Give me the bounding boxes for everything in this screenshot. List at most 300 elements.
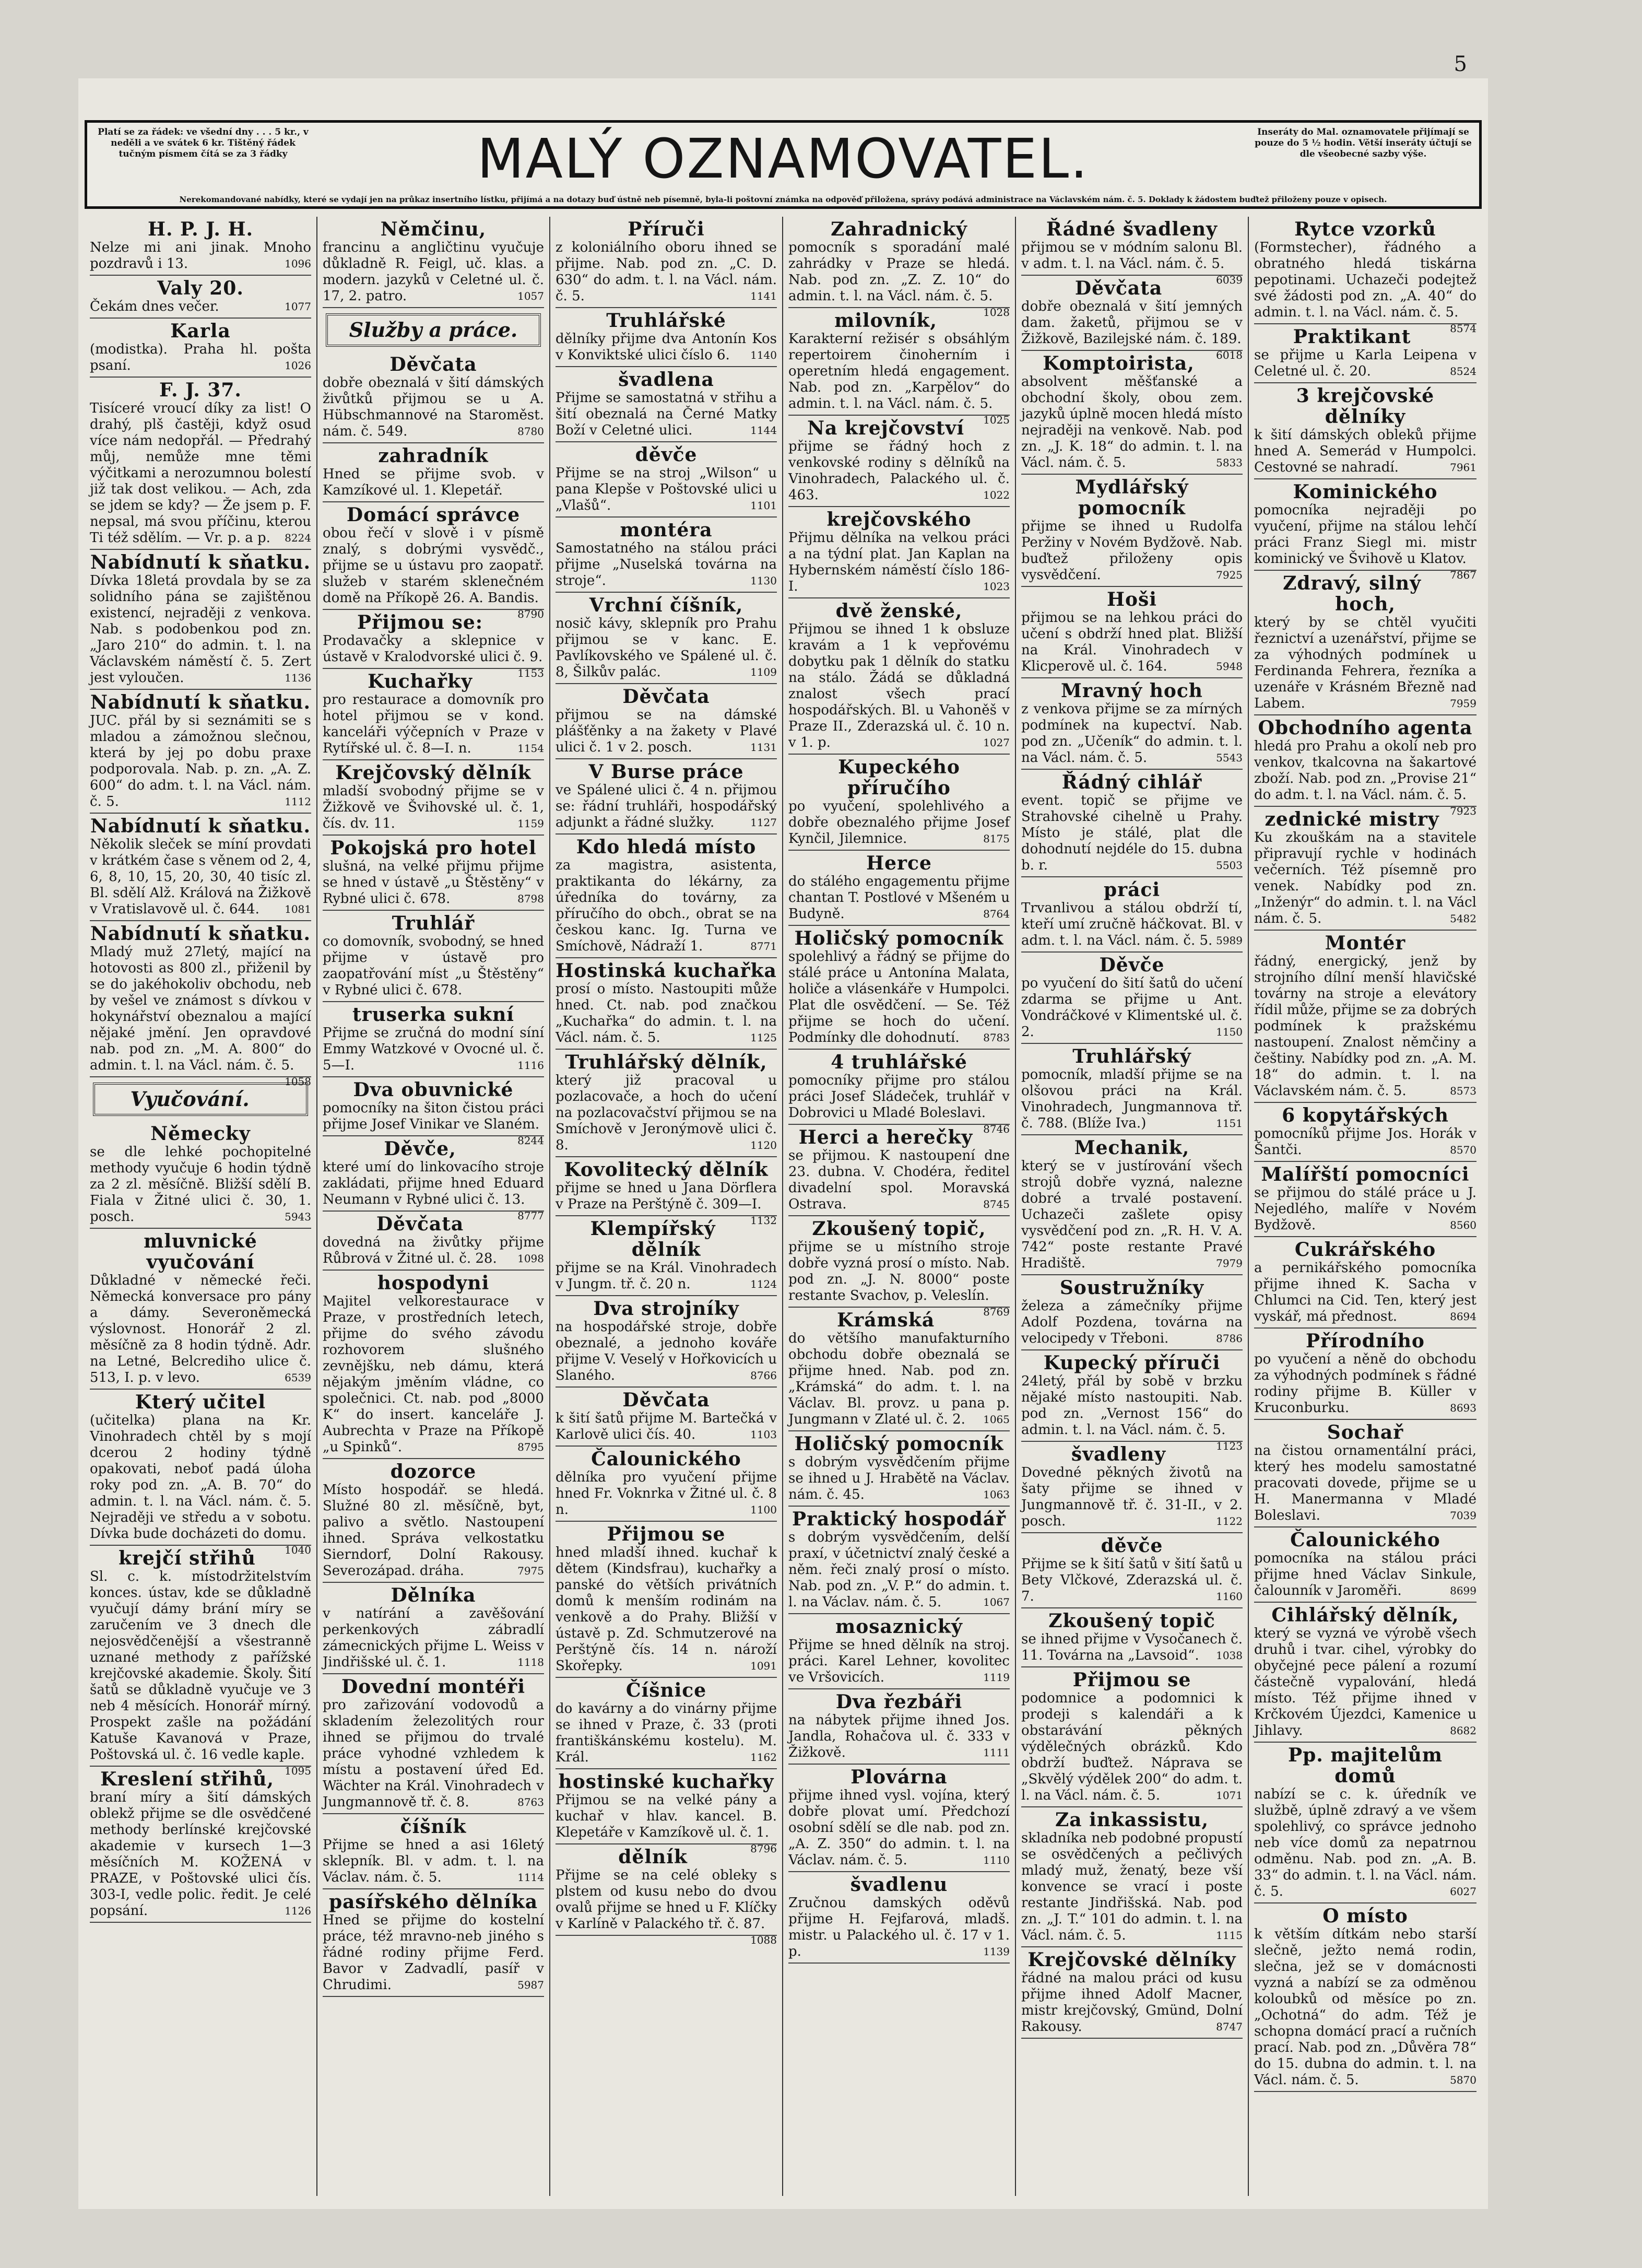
ad-text: slušná, na velké přijmu přijme se hned v ústavě „u Štěstěny“ v Rybné ulici č. 678. 8798 [323, 859, 544, 907]
ad-text: dovedná na živůtky přijme Růbrová v Žitné ul. č. 28. 1098 [323, 1235, 544, 1266]
ad-number: 1112 [285, 795, 311, 808]
ad-heading: truserka sukní [352, 1004, 514, 1026]
classified-ad [1021, 1135, 1243, 1275]
column-3 [550, 217, 783, 2196]
ad-text: mladší svobodný přijme se v Žižkově ve Švihovské ul. č. 1, čís. dv. 11. 1159 [323, 783, 544, 831]
ad-heading: Truhlářské [606, 310, 726, 332]
ad-text: železa a zámečníky přijme Adolf Pozdena, továrna na velocipedy v Třeboni. 8786 [1021, 1298, 1243, 1346]
classified-ad [788, 755, 1010, 851]
ad-heading: švadlenu [850, 1874, 948, 1896]
classified-ad [788, 1872, 1010, 1964]
classified-ad [1254, 1329, 1476, 1420]
ad-text: přijme ihned vysl. vojína, který dobře plovat umí. Předchozí osobní sdělí se dle nab. pod zn. „A. Z. 350“ do admin. t. l. na Václav. nám. č. 5. 1110 [788, 1788, 1010, 1868]
classified-ad [556, 1844, 777, 1946]
ad-text: nabízí se c. k. úředník ve službě, úplně zdravý a ve všem spolehlivý, co správce jednoho neb více domů za nepatrnou odměnu. Nab. pod zn. „A. B. 33“ do admin. t. l. na Václ. nám. č. 5. 6027 [1254, 1787, 1476, 1899]
ad-heading: Zkoušený topič [1048, 1610, 1215, 1632]
classified-ad [323, 502, 544, 620]
ad-heading: Rytce vzorků [1294, 218, 1436, 240]
ad-text: pomocník s sporadání malé zahrádky v Praze se hledá. Nab. pod zn. „Z. Z. 10“ do admin. t. l. na Václ. nám. č. 5. 1028 [788, 240, 1010, 304]
ad-heading: Kuchařky [368, 671, 472, 692]
classified-ad [1021, 276, 1243, 361]
ad-text: v natírání a zavěšování perkenkových zábradlí zámecnických přijme L. Weiss v Jindřišské ul. č. 1. 1118 [323, 1606, 544, 1670]
classified-ad [1254, 1162, 1476, 1237]
ad-heading: Pp. majitelům domů [1288, 1744, 1443, 1787]
ad-text: prosí o místo. Nastoupiti může hned. Ct. nab. pod značkou „Kuchařka“ do admin. t. l. na Václ. nám. č. 5. 1125 [556, 981, 777, 1045]
classified-ad [556, 1388, 777, 1447]
ad-text: přijmou se v módním salonu Bl. v adm. t. l. na Václ. nám. č. 5. 6039 [1021, 240, 1243, 272]
classified-ad [556, 759, 777, 835]
ad-text: za magistra, asistenta, praktikanta do lékárny, za úředníka do továrny, za příručího do obch., obrat se na českou kanc. Ig. Turna ve Smíchově, Nádraží 1. 8771 [556, 857, 777, 954]
ad-number: 5870 [1450, 2074, 1476, 2086]
classified-ad [556, 835, 777, 958]
classified-ad [90, 378, 311, 550]
classified-ad [788, 851, 1010, 926]
ad-number: 1136 [285, 672, 311, 684]
classified-ad [788, 217, 1010, 319]
ad-heading: krejčí střihů [119, 1547, 256, 1569]
ad-text: dělníky přijme dva Antonín Kos v Konviktské ulici číslo 6. 1140 [556, 331, 777, 363]
ad-heading: Dva strojníky [593, 1298, 739, 1320]
ad-heading: Číšnice [625, 1679, 707, 1701]
ad-text: s dobrým vysvědčením, delší praxí, v účetnictví znalý české a něm. řeči znalý prosí o místo. Nab. pod zn. „V. P.“ do admin. t. l. na Václav. nám. č. 5. 1067 [788, 1530, 1010, 1610]
classified-ad [323, 610, 544, 679]
ad-heading: hostinské kuchařky [558, 1771, 774, 1793]
ad-number: 1027 [983, 736, 1010, 749]
ad-number: 8175 [983, 832, 1010, 845]
classified-ad [1254, 1903, 1476, 2092]
ad-number: 1025 [983, 414, 1010, 426]
ad-text: do většího manufakturního obchodu dobře obeznalá se přijme hned. Nab. pod zn. „Krámská“ do adm. t. l. na Václav. Bl. provz. u pana p. Jungmann v Zlaté ul. č. 2. 1065 [788, 1331, 1010, 1427]
classified-ad [1254, 1527, 1476, 1603]
ad-number: 8796 [750, 1842, 777, 1855]
ad-number: 1065 [983, 1413, 1010, 1426]
ad-heading: Domácí správce [346, 504, 521, 526]
ad-text: Trvanlivou a stálou obdrží tí, kteří umí zručně háčkovat. Bl. v adm. t. l. na Václ. nám. č. 5. 5989 [1021, 900, 1243, 948]
classified-ad [788, 1507, 1010, 1614]
ad-number: 1091 [750, 1660, 777, 1672]
ad-heading: Za inkassistu, [1055, 1809, 1209, 1831]
classified-ad [788, 598, 1010, 755]
ad-text: pro restaurace a domovník pro hotel přijmou se v kond. kanceláři výčepních v Praze v Rytířské ul. č. 8—I. n. 1154 [323, 692, 544, 756]
classified-ad [788, 926, 1010, 1050]
ad-heading: zednické mistry [1265, 808, 1439, 830]
classified-ad [556, 1678, 777, 1769]
ad-number: 1116 [517, 1059, 544, 1072]
ad-heading: Soustružníky [1059, 1277, 1204, 1299]
classified-ad [323, 1674, 544, 1814]
ad-text: Přijme se zručná do modní síní Emmy Watzkové v Ovocné ul. č. 5—I. 1116 [323, 1025, 544, 1073]
ad-number: 8560 [1450, 1219, 1476, 1231]
classified-ad [556, 1296, 777, 1388]
ad-heading: dozorce [390, 1461, 477, 1483]
ad-text: do stálého engagementu přijme chantan T. Postlové v Mšeném u Budyně. 8764 [788, 874, 1010, 922]
ad-heading: Holičský pomocník [794, 927, 1004, 949]
ad-text: Samostatného na stálou práci přijme „Nuselská továrna na stroje“. 1130 [556, 540, 777, 589]
ad-text: pomocník, mladší přijme se na olšovou práci na Král. Vinohradech, Jungmannova tř. č. 788. (Blíže Iva.) 1151 [1021, 1067, 1243, 1131]
ad-number: 1125 [750, 1031, 777, 1044]
ad-text: přijmou se na lehkou práci do učení s obdrží hned plat. Bližší na Král. Vinohradech v Klicperově ul. č. 164. 5948 [1021, 610, 1243, 674]
classified-ad [90, 1390, 311, 1556]
classified-ad [90, 1767, 311, 1923]
ad-number: 5948 [1216, 660, 1243, 673]
ad-text: Sl. c. k. místodržitelstvím konces. ústav, kde se důkladně vyučují dámy brání míry se zaručením ve 3 dnech dle nejosvědčenější a všestranně uznané methody z pařížské krejčovské akademie. Školy. Šití šatů se důkladně vyučuje ve 3 neb 4 měsících. Honorář mírný. Prospekt zašle na požádání Katuše Kavanová v Praze, Poštovská ul. č. 16 vedle kaple. 1095 [90, 1569, 311, 1763]
ad-text: event. topič se přijme ve Strahovské cihelně u Prahy. Místo je stálé, plat dle dohodnutí nejdéle do 15. dubna b. r. 5503 [1021, 793, 1243, 873]
ad-heading: Pokojská pro hotel [330, 837, 537, 859]
classified-ad [788, 1431, 1010, 1507]
classified-ad [1021, 1533, 1243, 1608]
ad-number: 1150 [1216, 1026, 1243, 1038]
ad-text: který se vyzná ve výrobě všech druhů i tvar. cihel, výrobky do obyčejné pece pálení a rozumí částečně vypalování, hledá místo. Též přijme ihned v Krčkovém Újezdci, Kamenice u Jihlavy. 8682 [1254, 1626, 1476, 1738]
ad-text: Karakterní režisér s obsáhlým repertoirem činoherním i operetním hledá engagement. Nab. pod zn. „Karpělov“ do admin. t. l. na Václ. nám. č. 5. 1025 [788, 331, 1010, 412]
ad-heading: Krejčovský dělník [335, 762, 531, 784]
newspaper-page [78, 52, 1488, 2209]
ad-heading: Který učitel [135, 1391, 266, 1413]
classified-ad [323, 1002, 544, 1077]
ad-text: co domovník, svobodný, se hned přijme v ústavě pro zaopatřování míst „u Štěstěny“ v Rybné ulici č. 678. [323, 934, 544, 998]
header-box [85, 120, 1482, 209]
ad-number: 6027 [1450, 1885, 1476, 1898]
ad-number: 8694 [1450, 1310, 1476, 1323]
ad-number: 8771 [750, 940, 777, 953]
ad-text: Majitel velkorestaurace v Praze, v prostředních letech, přijme do svého závodu rozhovorem slušného zevnějšku, neb dámu, která nějakým jměním vládne, co společnici. Ct. nab. pod „8000 K“ do insert. kanceláře J. Aubrechta v Praze na Příkopě „u Spinků“. 8795 [323, 1294, 544, 1455]
ad-text: přijmou se na dámské plášťěnky a na žakety v Plavé ulici č. 1 v 2. posch. 1131 [556, 707, 777, 755]
column-1 [85, 217, 317, 2196]
classified-ad [1254, 571, 1476, 715]
ad-number: 8790 [517, 608, 544, 620]
ad-text: Několik sleček se míní provdati v krátkém čase s věnem od 2, 4, 6, 8, 10, 15, 20, 30, 40 tisíc zl. Bl. sdělí Alž. Králová na Žižkově v Vratislavově ul. č. 644. 1081 [90, 837, 311, 917]
ad-heading: Truhlářský [1072, 1045, 1191, 1067]
page-number: 5 [1454, 52, 1467, 76]
ad-number: 1159 [517, 817, 544, 830]
ad-heading: zahradník [378, 445, 489, 467]
ad-number: 1038 [1216, 1649, 1243, 1662]
ad-number: 7975 [517, 1565, 544, 1577]
ad-number: 1123 [1216, 1440, 1243, 1452]
ad-text: přijme se u místního stroje dobře vyzná prosí o místo. Nab. pod zn. „J. N. 8000“ poste restante Svachov, p. Veleslín. 8769 [788, 1239, 1010, 1304]
ad-number: 8682 [1450, 1724, 1476, 1737]
ad-number: 7925 [1216, 569, 1243, 581]
ad-heading: děvče [635, 444, 698, 466]
classified-ad [323, 1889, 544, 1997]
ad-number: 1119 [983, 1671, 1010, 1684]
ad-text: Hned se přijme do kostelní práce, též mravno-neb jiného s řádné rodiny přijme Ferd. Bavor v Zadvadlí, pasíř v Chrudimi. 5987 [323, 1912, 544, 1993]
ad-heading: Děvče [1099, 954, 1165, 976]
ad-number: 1071 [1216, 1789, 1243, 1802]
ad-heading: Praktikant [1293, 326, 1411, 348]
ad-text: které umí do linkovacího stroje zakládati, přijme hned Eduard Neumann v Rybné ulici č. 13. 8777 [323, 1159, 544, 1208]
column-2 [317, 217, 550, 2196]
ad-number: 5943 [285, 1211, 311, 1223]
ad-number: 1144 [750, 424, 777, 437]
classified-ad [90, 550, 311, 690]
classified-ad [323, 1271, 544, 1459]
classified-ad [1021, 770, 1243, 877]
ad-text: Dovedné pěkných životů na šaty přijme se ihned v Jungmannově tř. č. 31-II., v 2. posch. 1122 [1021, 1465, 1243, 1529]
ad-number: 1058 [285, 1075, 311, 1088]
ad-text: který již pracoval u pozlacovače, a hoch do učení na pozlacovačství přijmou se na Smíchově v Jeronýmově ulici č. 8. 1120 [556, 1073, 777, 1153]
classified-ad [90, 1121, 311, 1229]
classified-ad [1254, 715, 1476, 817]
classified-ad [1021, 217, 1243, 286]
ad-number: 8747 [1216, 2020, 1243, 2033]
classified-ad [788, 1216, 1010, 1318]
classified-ad [323, 1212, 544, 1271]
ad-number: 1028 [983, 306, 1010, 319]
ad-heading: Na krejčovství [807, 417, 965, 439]
ad-text: braní míry a šití dámských oblekž přijme se dle osvědčené methody berlínské krejčovské akademie v kursech 1—3 měsíčních M. KOŽENÁ v PRAZE, v Poštovské ulici čís. 303-I, vedle polic. ředit. Je celé popsání. 1126 [90, 1790, 311, 1919]
ad-text: hned mladší ihned. kuchař k dětem (Kindsfrau), kuchařky a panské do větších privátních domů k menším rodinám na venkově a do Prahy. Bližší v ústavě p. Zd. Schmutzerové na Perštýně čís. 14 n. nároží Skořepky. 1091 [556, 1545, 777, 1674]
ad-heading: Cihlářský dělník, [1271, 1604, 1459, 1626]
ad-number: 6039 [1216, 274, 1243, 286]
ad-text: do kavárny a do vinárny přijme se ihned v Praze, č. 33 (proti františkánskému kostelu). M. Král. 1162 [556, 1701, 777, 1765]
classified-ad [556, 1522, 777, 1678]
ad-heading: Děvče, [384, 1138, 456, 1160]
classified-ad [1254, 1103, 1476, 1162]
ad-number: 8798 [517, 892, 544, 905]
ad-text: na hospodářské stroje, dobře obeznalé, a jednoho kováře přijme V. Veselý v Hořkovicích u Slaného. 8766 [556, 1319, 777, 1383]
ad-number: 8693 [1450, 1402, 1476, 1414]
ad-heading: Nabídnutí k sňatku. [90, 815, 311, 837]
column-5 [1016, 217, 1249, 2196]
classified-ad [556, 367, 777, 442]
ad-text: Přijme se na celé obleky s plstem od kusu nebo do dvou ovalů přijme se hned u F. Klíčky v Karlíně v Palackého tř. č. 87. 1088 [556, 1867, 777, 1932]
classified-ad [1021, 1350, 1243, 1452]
ad-number: 8786 [1216, 1332, 1243, 1345]
ad-heading: Zdravý, silný hoch, [1283, 572, 1421, 615]
ad-heading: Kdo hledá místo [576, 836, 757, 858]
ad-number: 1126 [285, 1905, 311, 1917]
ad-number: 1088 [750, 1934, 777, 1946]
ad-heading: mosaznický [835, 1616, 963, 1638]
ad-heading: Přijmou se [607, 1523, 726, 1545]
ad-text: po vyučení a něně do obchodu za výhodných podmínek s řádné rodiny přijme B. Küller v Kruconburku. 8693 [1254, 1352, 1476, 1416]
ad-number: 1095 [285, 1765, 311, 1777]
ad-heading: mluvnické vyučování [144, 1230, 257, 1273]
ad-heading: H. P. J. H. [147, 218, 254, 240]
ad-number: 1151 [1216, 1117, 1243, 1130]
classified-ad [1021, 1275, 1243, 1350]
classified-ad [1254, 1420, 1476, 1527]
ad-heading: švadleny [1071, 1443, 1166, 1465]
ad-text: který se v justírování všech strojů dobře vyzná, nalezne dobré a trvalé postavení. Uchazeči zašlete opisy vysvědčení pod zn. „R. H. V. A. 742“ poste restante Pravé Hradiště. 7979 [1021, 1158, 1243, 1271]
classified-ad [788, 507, 1010, 598]
ad-number: 1130 [750, 574, 777, 587]
ad-heading: Děvčata [389, 354, 477, 375]
ad-text: přijme se řádný hoch z venkovské rodiny s dělníků na Vinohradech, Palackého ul. č. 463. 1022 [788, 439, 1010, 503]
ad-heading: Praktický hospodář [792, 1508, 1007, 1530]
ad-text: Přijme se hned dělník na stroj. práci. Karel Lehner, kovolitec ve Vršovicích. 1119 [788, 1637, 1010, 1685]
classified-ad [90, 921, 311, 1088]
ad-text: skladníka neb podobné propustí se osvědčených a pečlivých mladý muž, ženatý, beze vší konvence se vrací i poste restante Jindřišská. Nab. pod zn. „J. T.“ 101 do admin. t. l. na Václ. nám. č. 5. 1115 [1021, 1830, 1243, 1943]
classified-ad [788, 416, 1010, 507]
ad-number: 5503 [1216, 859, 1243, 872]
ad-text: spolehlivý a řádný se přijme do stálé práce u Antonína Malata, holiče a vlásenkáře v Humpolci. Plat dle osvědčení. — Se. Též přijme se hoch do učení. Podmínky dle dohodnutí. 8783 [788, 949, 1010, 1045]
ad-number: 5543 [1216, 751, 1243, 764]
ad-heading: Řádný cihlář [1061, 771, 1202, 793]
ad-text: k šití šatů přijme M. Bartečká v Karlově ulici čís. 40. 1103 [556, 1411, 777, 1442]
ad-number: 1124 [750, 1278, 777, 1290]
classified-ad [323, 836, 544, 911]
classified-ad [1021, 1667, 1243, 1807]
ad-number: 5987 [517, 1979, 544, 1991]
ad-number: 1140 [750, 349, 777, 361]
ad-text: podomnice a podomnici k prodeji s kalendáři a k obstarávání pěkných výdělečných obrázků. Kdo obdrží buďtež. Náprava se „Skvělý výdělek 200“ do adm. t. l. na Václ. nám. č. 5. 1071 [1021, 1690, 1243, 1803]
ad-heading: Hoši [1107, 589, 1157, 610]
ad-heading: Sochař [1327, 1421, 1404, 1443]
ad-number: 5989 [1216, 934, 1243, 947]
ad-heading: Hostinská kuchařka [556, 960, 777, 982]
ad-number: 8777 [517, 1209, 544, 1222]
ad-heading: Vrchní číšník, [589, 594, 743, 616]
ad-number: 8244 [517, 1134, 544, 1147]
ad-heading: Mydlářský pomocník [1075, 476, 1189, 519]
ad-number: 7039 [1450, 1509, 1476, 1522]
ad-number: 1101 [750, 499, 777, 512]
ad-number: 1096 [285, 257, 311, 270]
ad-heading: Děvčata [376, 1213, 464, 1235]
ad-number: 1077 [285, 300, 311, 313]
ad-heading: hospodyni [377, 1272, 490, 1294]
classified-ad [323, 443, 544, 502]
ad-number: 1120 [750, 1139, 777, 1151]
ad-heading: Kominického [1293, 481, 1438, 503]
ad-heading: Přijmou se: [357, 612, 483, 633]
ad-text: dobře obeznalá v šití jemných dam. žaketů, přijmou se v Žižkově, Bazilejské nám. č. 189. 6018 [1021, 299, 1243, 347]
classified-ad [556, 1447, 777, 1522]
ad-number: 1111 [983, 1746, 1010, 1759]
ad-text: Čekám dnes večer. 1077 [90, 299, 311, 314]
ad-text: k šití dámských obleků přijme hned A. Semerád v Humpolci. Cestovné se nahradí. 7961 [1254, 427, 1476, 475]
classified-ad [556, 217, 777, 308]
ad-text: Přijmou se ihned 1 k obsluze kravám a 1 k vepřovému dobytku pak 1 dělník do statku na stálo. Žádá se důkladná znalost všech prací hospodářských. Bl. u Vahoněš v Praze II., Zderazská ul. č. 10 n. v 1. p. 1027 [788, 621, 1010, 750]
ad-text: řádné na malou práci od kusu přijme ihned Adolf Macner, mistr krejčovský, Gmünd, Dolní Rakousy. 8747 [1021, 1970, 1243, 2035]
ad-text: Hned se přijme svob. v Kamzíkové ul. 1. Klepetář. [323, 466, 544, 498]
ad-number: 8224 [285, 532, 311, 544]
ad-number: 1040 [285, 1544, 311, 1556]
ad-text: (učitelka) plana na Kr. Vinohradech chtěl by s mojí dcerou 2 hodiny týdně opakovati, neboť padá úloha roky pod zn. „A. B. 70“ do admin. t. l. na Václ. nám. č. 5. Nejraději ve středu a v sobotu. Dívka bude docházeti do domu. 1040 [90, 1413, 311, 1542]
ad-heading: Příruči [628, 218, 705, 240]
page-title: MALÝ OZNAMOVATEL. [477, 127, 1090, 191]
ad-heading: Karla [170, 320, 231, 342]
ad-number: 1114 [517, 1871, 544, 1884]
classified-ad [323, 1814, 544, 1889]
classified-ad [323, 669, 544, 760]
ad-heading: Plovárna [850, 1766, 948, 1788]
ad-heading: Děvčata [622, 1389, 710, 1411]
ad-number: 7961 [1450, 461, 1476, 474]
ad-number: 8764 [983, 908, 1010, 920]
ad-text: Přijme se k šití šatů v šití šatů u Bety Vlčkové, Zderazská ul. č. 7. 1160 [1021, 1556, 1243, 1604]
ad-text: Důkladné v německé řeči. Německá konversace pro pány a dámy. Severoněmecká výslovnost. Honorář 2 zl. měsíčně za 8 hodin týdně. Adr. na Letné, Belcrediho ulice č. 513, I. p. v levo. 6539 [90, 1273, 311, 1385]
ad-number: 1131 [750, 741, 777, 754]
ad-text: hledá pro Prahu a okolí neb pro venkov, tkalcovna na šakartové zboží. Nab. pod zn. „Provise 21“ do adm. t. l. na Václ. nám. č. 5. 7923 [1254, 738, 1476, 803]
ad-number: 8766 [750, 1369, 777, 1382]
ad-heading: Děvčata [622, 686, 710, 708]
ad-heading: Holičský pomocník [794, 1433, 1004, 1455]
ad-text: na čistou ornamentální práci, který hes modelu samostatné pracovati dovede, přijme se u H. Manermanna v Mladé Boleslavi. 7039 [1254, 1443, 1476, 1523]
ad-text: se přijmou do stálé práce u J. Nejedlého, malíře v Novém Bydžově. 8560 [1254, 1185, 1476, 1233]
ad-heading: montéra [620, 519, 713, 541]
ad-text: se přijme u Karla Leipena v Celetné ul. č. 20. 8524 [1254, 347, 1476, 379]
classified-ad [90, 690, 311, 814]
ad-text: na nábytek přijme ihned Jos. Jandla, Rohačova ul. č. 333 v Žižkově. 1111 [788, 1712, 1010, 1760]
classified-ad [1021, 678, 1243, 770]
ad-heading: Nabídnutí k sňatku. [90, 691, 311, 713]
ad-heading: V Burse práce [588, 761, 744, 783]
ad-text: pomocníků přijme Jos. Horák v Šantči. 8570 [1254, 1126, 1476, 1158]
classified-ad [556, 1216, 777, 1296]
ad-number: 1139 [983, 1945, 1010, 1958]
ad-text: (Formstecher), řádného a obratného hledá tiskárna pepotinami. Uchazeči podejtež své žádosti pod zn. „A. 40“ do admin. t. l. na Václ. nám. č. 5. 8574 [1254, 240, 1476, 321]
ad-heading: Kreslení střihů, [100, 1768, 274, 1790]
header-right-notice: Inseráty do Mal. oznamovatele přijímají se pouze do 5 ½ hodin. Větší inseráty účtují se dle všeobecné sazby výše. [1255, 127, 1472, 159]
ad-heading: Nabídnutí k sňatku. [90, 923, 311, 945]
classified-ad [90, 217, 311, 276]
ad-number: 5482 [1450, 912, 1476, 925]
ad-heading: děvče [1101, 1535, 1163, 1557]
ad-text: se dle lehké pochopitelné methody vyučuje 6 hodin týdně za 2 zl. měsíčně. Bližší sdělí B. Fiala v Žitné ulici č. 30, 1. posch. 5943 [90, 1144, 311, 1225]
ad-text: pomocníky přijme pro stálou práci Josef Sládeček, truhlář v Dobrovici u Mladé Boleslavi. 8746 [788, 1073, 1010, 1121]
classified-ad [1254, 324, 1476, 383]
ad-heading: 6 kopytářských [1282, 1104, 1449, 1126]
ad-number: 1026 [285, 359, 311, 372]
ad-heading: Přírodního [1306, 1330, 1425, 1352]
ad-number: 1081 [285, 903, 311, 915]
ad-text: obou řečí v slově i v písmě znalý, s dobrými vysvědč., přijme se u ústavu pro zaopatř. služeb v starém sklenečném domě na Příkopě 26. A. Bandis. 8790 [323, 525, 544, 606]
classified-ad [1254, 931, 1476, 1103]
classified-ad [90, 814, 311, 921]
classified-ad [556, 442, 777, 518]
ad-heading: Kupeckého příručího [838, 756, 960, 799]
ad-number: 1118 [517, 1656, 544, 1668]
ad-number: 1141 [750, 290, 777, 302]
classified-ad [556, 518, 777, 593]
classified-ad [1254, 807, 1476, 931]
ad-text: se ihned přijme v Vysočanech č. 11. Továrna na „Lavsoid“. 1038 [1021, 1631, 1243, 1663]
ad-number: 1110 [983, 1854, 1010, 1866]
ad-text: Nelze mi ani jinak. Mnoho pozdravů i 13. 1096 [90, 240, 311, 272]
classified-ad [788, 1765, 1010, 1872]
ad-text: pomocníka nejraději po vyučení, přijme na stálou lehčí práci Franz Siegl mi. mistr kominický ve Švihově u Klatov. 7867 [1254, 502, 1476, 567]
classified-ad [323, 911, 544, 1002]
classified-ad [90, 276, 311, 319]
ad-text: francinu a angličtinu vyučuje důkladně R. Feigl, uč. klas. a modern. jazyků v Celetné ul. č. 17, 2. patro. 1057 [323, 240, 544, 304]
ad-heading: Zahradnický [831, 218, 967, 240]
ad-text: Přijmu dělníka na velkou práci a na týdní plat. Jan Kaplan na Hybernském náměstí číslo 186-I. 1023 [788, 530, 1010, 594]
ad-heading: F. J. 37. [159, 379, 242, 401]
classified-ad [556, 1769, 777, 1855]
ad-heading: Malířští pomocníci [1261, 1164, 1470, 1185]
ad-heading: dělník [618, 1846, 688, 1868]
ad-text: se přijmou. K nastoupení dne 23. dubna. V. Chodéra, ředitel divadelní spol. Moravská Ostrava. 8745 [788, 1148, 1010, 1212]
ad-number: 6018 [1216, 349, 1243, 361]
classified-ad [1021, 1807, 1243, 1947]
ad-heading: milovník, [834, 310, 937, 332]
classified-ad [1254, 383, 1476, 479]
classified-ad [1021, 1442, 1243, 1533]
ad-text: pomocníka na stálou práci přijme hned Václav Sinkule, čalounník v Jaroměři. 8699 [1254, 1550, 1476, 1599]
ad-text: Prodavačky a sklepnice v ústavě v Kralodvorské ulici č. 9. 1153 [323, 633, 544, 665]
classified-ad [788, 1689, 1010, 1765]
ad-heading: Kupecký příruči [1043, 1352, 1221, 1374]
ad-text: (modistka). Praha hl. pošta psaní. 1026 [90, 342, 311, 373]
classified-ad [556, 1157, 777, 1227]
ad-heading: Obchodního agenta [1258, 717, 1473, 739]
classified-ad [556, 1050, 777, 1157]
ad-number: 8573 [1450, 1085, 1476, 1097]
ad-heading: pasířského dělníka [328, 1891, 538, 1913]
ad-text: Místo hospodář. se hledá. Služné 80 zl. měsíčně, byt, palivo a světlo. Nastoupení ihned. Správa velkostatku Sierndorf, Dolní Rakousy. Severozápad. dráha. 7975 [323, 1482, 544, 1579]
